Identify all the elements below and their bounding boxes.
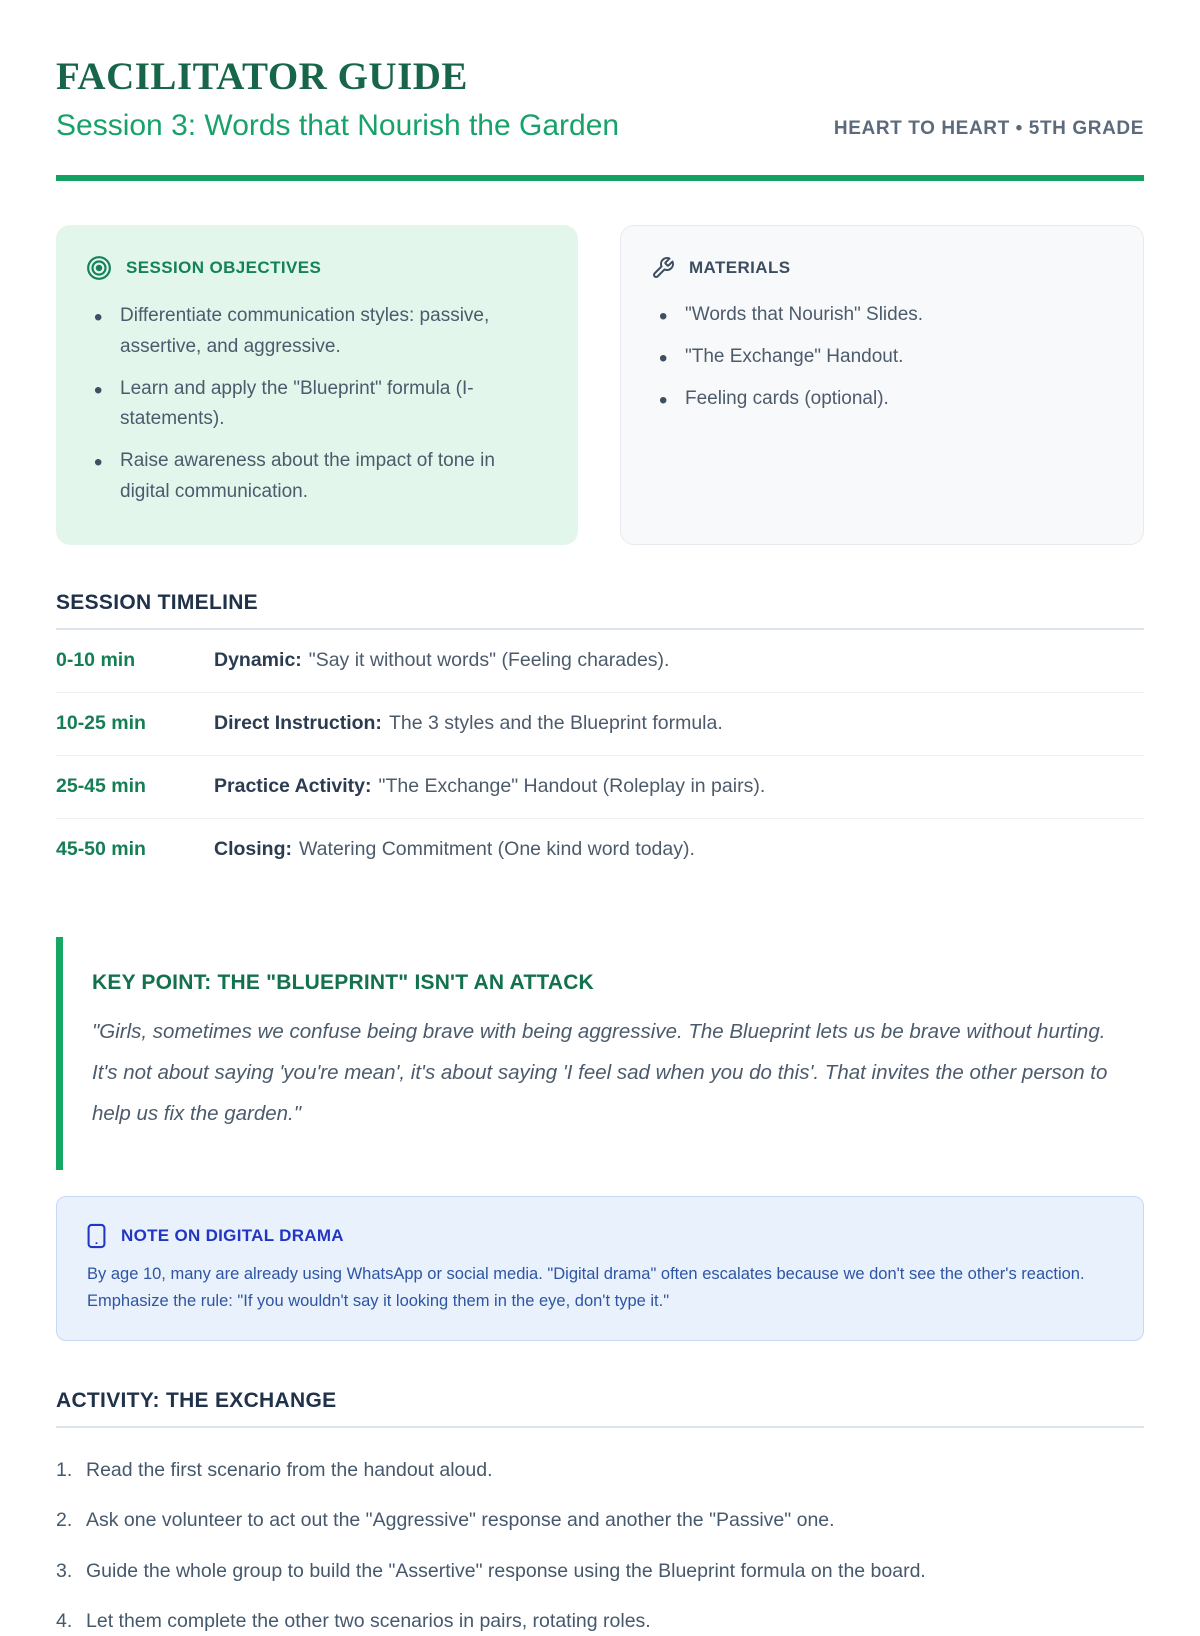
info-cards-row (56, 225, 1144, 545)
timeline-time: 10-25 min (56, 711, 146, 734)
materials-heading: MATERIALS (689, 258, 791, 277)
timeline-heading: SESSION TIMELINE (56, 591, 1144, 630)
timeline-row (56, 819, 1144, 881)
target-icon (86, 255, 112, 281)
timeline-description (214, 838, 695, 861)
objectives-card-header (86, 255, 548, 281)
timeline-label: Practice Activity: (214, 774, 372, 797)
program-grade-tag: HEART TO HEART • 5TH GRADE (833, 118, 1144, 139)
header-divider (56, 175, 1144, 181)
activity-section (56, 1389, 1144, 1636)
timeline-text: "Say it without words" (Feeling charades). (308, 648, 670, 671)
activity-step: Read the first scenario from the handout aloud. (86, 1459, 493, 1482)
note-heading: NOTE ON DIGITAL DRAMA (121, 1225, 344, 1245)
session-subtitle: Session 3: Words that Nourish the Garden (56, 109, 620, 142)
timeline-description (214, 649, 669, 672)
materials-card (620, 225, 1144, 545)
objective-item: • Differentiate communication styles: passive, assertive, and aggressive. (86, 301, 548, 363)
timeline-text: Watering Commitment (One kind word today). (299, 837, 695, 860)
materials-card-header (651, 256, 1113, 280)
material-item: • "Words that Nourish" Slides. (651, 300, 1113, 331)
key-point-quote: "Girls, sometimes we confuse being brave with being aggressive. The Blueprint lets us be brave without hurting. It's not about saying 'you're mean', it's about saying 'I feel sad when you do this'. That invites the other person to help us fix the garden." (92, 1019, 1108, 1125)
activity-steps-list (56, 1456, 1144, 1636)
material-item: • Feeling cards (optional). (651, 384, 1113, 415)
timeline-description (214, 775, 765, 798)
timeline-text: "The Exchange" Handout (Roleplay in pairs). (378, 774, 766, 797)
page-title: FACILITATOR GUIDE (56, 55, 468, 98)
document-header (56, 54, 1144, 181)
note-header (87, 1223, 1113, 1249)
note-body: By age 10, many are already using WhatsApp or social media. "Digital drama" often escalates because we don't see the other's reaction. Emphasize the rule: "If you wouldn't say it looking them in the eye, don't type it." (87, 1264, 1085, 1311)
session-timeline-section (56, 591, 1144, 881)
activity-step: Guide the whole group to build the "Assertive" response using the Blueprint formula on the board. (86, 1559, 926, 1582)
digital-drama-note (56, 1196, 1144, 1341)
material-item: • "The Exchange" Handout. (651, 342, 1113, 373)
timeline-row (56, 756, 1144, 819)
timeline-label: Closing: (214, 837, 292, 860)
objectives-list (86, 301, 548, 508)
objective-item: • Learn and apply the "Blueprint" formula (I-statements). (86, 374, 548, 436)
materials-list (651, 300, 1113, 414)
activity-step: Ask one volunteer to act out the "Aggressive" response and another the "Passive" one. (86, 1509, 835, 1532)
activity-step: Let them complete the other two scenarios in pairs, rotating roles. (86, 1609, 651, 1632)
key-point-callout (56, 937, 1144, 1170)
timeline-time: 45-50 min (56, 837, 146, 860)
timeline-time: 25-45 min (56, 774, 146, 797)
subhead-row (56, 109, 1144, 143)
objectives-heading: SESSION OBJECTIVES (126, 258, 322, 277)
timeline-label: Direct Instruction: (214, 711, 382, 734)
activity-heading: ACTIVITY: THE EXCHANGE (56, 1389, 1144, 1428)
timeline-description (214, 712, 723, 735)
timeline-label: Dynamic: (214, 648, 302, 671)
wrench-icon (651, 256, 675, 280)
smartphone-icon (87, 1223, 106, 1249)
timeline-time: 0-10 min (56, 648, 136, 671)
session-objectives-card (56, 225, 578, 545)
timeline-row (56, 693, 1144, 756)
objective-item: • Raise awareness about the impact of tone in digital communication. (86, 446, 548, 508)
timeline-row (56, 630, 1144, 693)
key-point-heading: KEY POINT: THE "BLUEPRINT" ISN'T AN ATTACK (92, 970, 594, 994)
timeline-text: The 3 styles and the Blueprint formula. (388, 711, 723, 734)
